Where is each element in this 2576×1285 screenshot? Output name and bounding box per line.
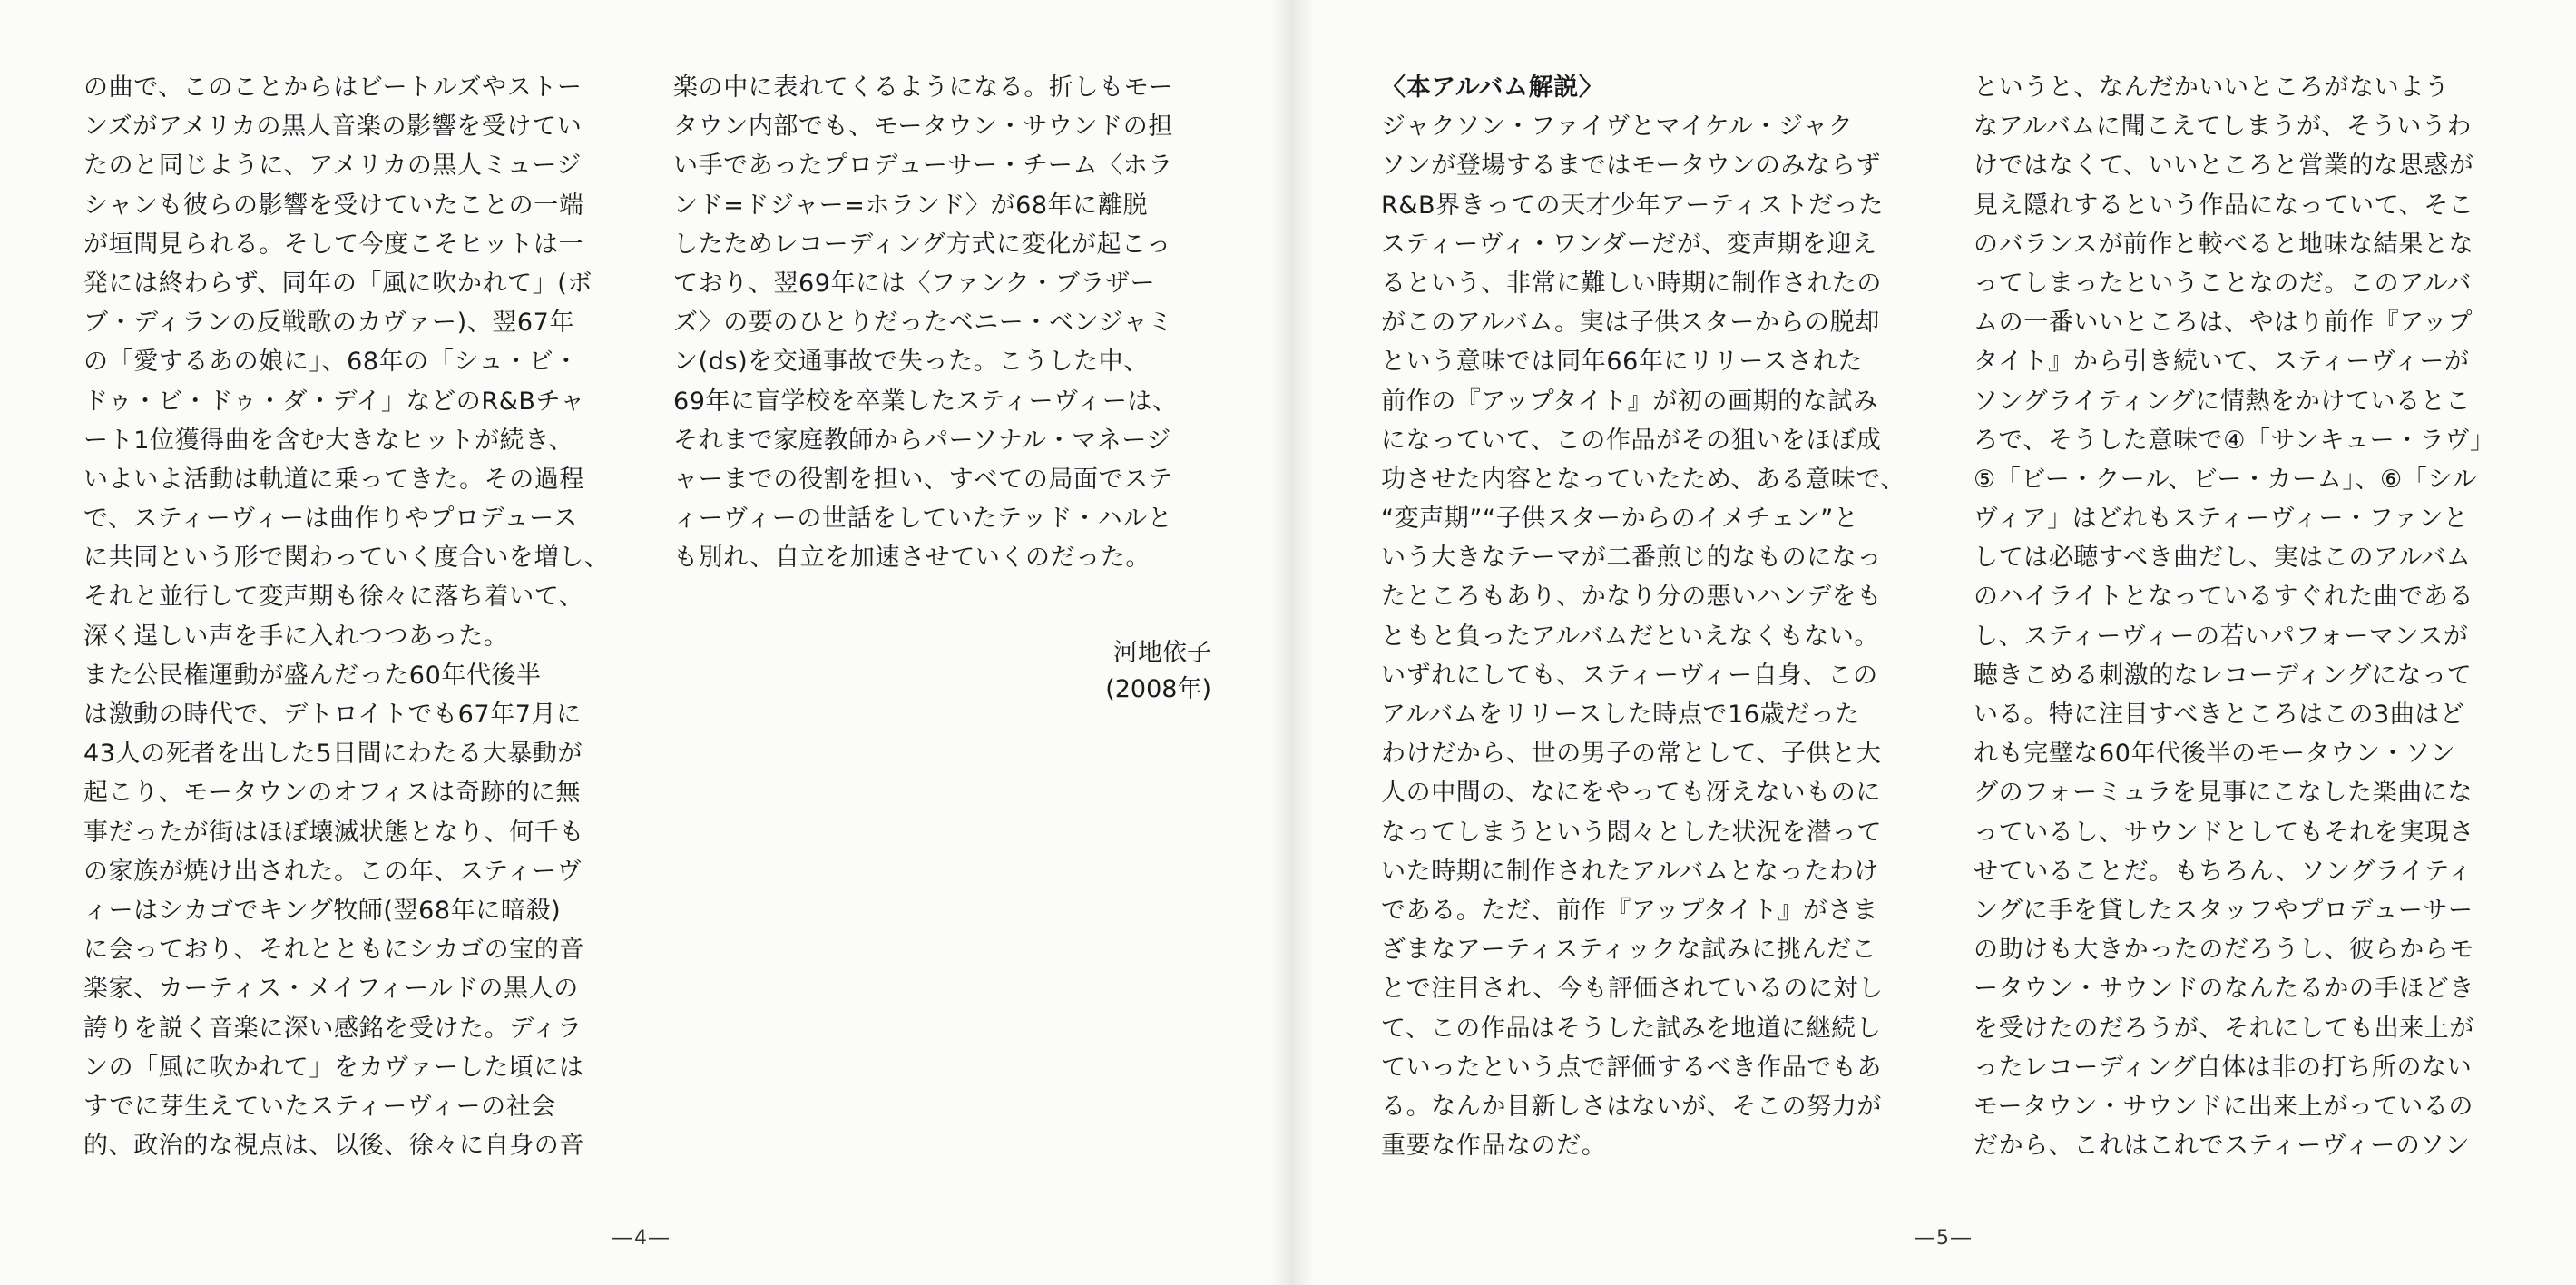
- text-line: 聴きこめる刺激的なレコーディングになって: [1974, 661, 2473, 690]
- text-line: 69年に盲学校を卒業したスティーヴィーは、: [673, 387, 1178, 416]
- text-line: けではなくて、いいところと営業的な思惑が: [1974, 152, 2474, 181]
- text-line: したためレコーディング方式に変化が起こっ: [673, 230, 1171, 259]
- text-line: の助けも大きかったのだろうし、彼らからモ: [1974, 936, 2474, 965]
- text-line: る。なんか目新しさはないが、そこの努力が: [1381, 1092, 1882, 1121]
- text-line: の「愛するあの娘に」、68年の「シュ・ビ・: [83, 348, 579, 377]
- author-name: 河地依子: [1113, 639, 1211, 667]
- text-line: ンズがアメリカの黒人音楽の影響を受けてい: [83, 113, 583, 142]
- text-line: い手であったプロデューサー・チーム〈ホラ: [673, 152, 1173, 181]
- text-column-3: [1381, 68, 1953, 1165]
- text-line: ともと負ったアルバムだといえなくもない。: [1381, 622, 1880, 651]
- text-line: ンド=ドジャー=ホランド〉が68年に離脱: [673, 191, 1149, 220]
- text-line: いよいよ活動は軌道に乗ってきた。その過程: [83, 465, 584, 494]
- text-line: スティーヴィ・ワンダーだが、変声期を迎え: [1381, 230, 1877, 259]
- text-line: という意味では同年66年にリリースされた: [1381, 348, 1864, 377]
- text-line: 功させた内容となっていたため、ある意味で、: [1381, 465, 1905, 494]
- text-line: というと、なんだかいいところがないよう: [1974, 74, 2450, 102]
- text-line: わけだから、世の男子の常として、子供と大: [1381, 740, 1882, 769]
- text-line: R&B界きっての天才少年アーティストだった: [1381, 191, 1884, 220]
- text-line: 誇りを説く音楽に深い感銘を受けた。ディラ: [83, 1014, 583, 1043]
- text-line: ン(ds)を交通事故で失った。こうした中、: [673, 348, 1149, 377]
- text-line: が垣間見られる。そして今度こそヒットは一: [83, 230, 584, 259]
- text-line: なアルバムに聞こえてしまうが、そういうわ: [1974, 113, 2473, 142]
- text-line: の家族が焼け出された。この年、スティーヴ: [83, 857, 583, 886]
- text-line: し、スティーヴィーの若いパフォーマンスが: [1974, 622, 2469, 651]
- text-line: とで注目され、今も評価されているのに対し: [1381, 975, 1884, 1004]
- text-line: それまで家庭教師からパーソナル・マネージ: [673, 426, 1172, 455]
- text-line: ャーまでの役割を担い、すべての局面でステ: [673, 465, 1173, 494]
- text-line: たところもあり、かなり分の悪いハンデをも: [1381, 583, 1882, 612]
- text-line: るという、非常に難しい時期に制作されたの: [1381, 269, 1882, 298]
- page-number-left: ―4―: [612, 1227, 671, 1250]
- text-line: 楽家、カーティス・メイフィールドの黒人の: [83, 975, 579, 1004]
- text-line: タイト』から引き続いて、スティーヴィーが: [1974, 348, 2470, 377]
- text-line: ジャクソン・ファイヴとマイケル・ジャク: [1381, 113, 1854, 142]
- text-line: で、スティーヴィーは曲作りやプロデュース: [83, 505, 578, 534]
- author-year: (2008年): [1105, 675, 1211, 703]
- text-line: ドゥ・ビ・ドゥ・ダ・デイ」などのR&Bチャ: [83, 387, 585, 416]
- text-line: ブ・ディランの反戦歌のカヴァー)、翌67年: [83, 309, 575, 338]
- text-line: は激動の時代で、デトロイトでも67年7月に: [83, 701, 582, 729]
- text-line: だから、これはこれでスティーヴィーのソン: [1974, 1132, 2471, 1161]
- text-line: いう大きなテーマが二番煎じ的なものになっ: [1381, 544, 1882, 573]
- text-line: がこのアルバム。実は子供スターからの脱却: [1381, 309, 1880, 338]
- text-line: 重要な作品なのだ。: [1381, 1132, 1607, 1161]
- text-line: ており、翌69年には〈ファンク・ブラザー: [673, 269, 1156, 298]
- text-line: タウン内部でも、モータウン・サウンドの担: [673, 113, 1173, 142]
- text-line: いる。特に注目すべきところはこの3曲はど: [1974, 701, 2465, 729]
- text-column-1: [83, 68, 655, 1165]
- text-line: 的、政治的な視点は、以後、徐々に自身の音: [83, 1132, 584, 1161]
- text-line: ングに手を貸したスタッフやプロデューサー: [1974, 896, 2473, 925]
- text-line: すでに芽生えていたスティーヴィーの社会: [83, 1092, 556, 1121]
- text-line: 深く逞しい声を手に入れつつあった。: [83, 622, 509, 651]
- text-line: になっていて、この作品がその狙いをほぼ成: [1381, 426, 1882, 455]
- text-line: に共同という形で関わっていく度合いを増し、: [83, 544, 610, 573]
- text-line: たのと同じように、アメリカの黒人ミュージ: [83, 152, 583, 181]
- text-line: ィーヴィーの世話をしていたテッド・ハルと: [673, 505, 1173, 534]
- text-line: ムの一番いいところは、やはり前作『アップ: [1974, 309, 2473, 338]
- text-line: 人の中間の、なにをやっても冴えないものに: [1381, 779, 1881, 808]
- text-line: せていることだ。もちろん、ソングライティ: [1974, 857, 2473, 886]
- author-credit: [1053, 635, 1211, 708]
- text-line: アルバムをリリースした時点で16歳だった: [1381, 701, 1861, 729]
- text-line: しては必聴すべき曲だし、実はこのアルバム: [1974, 544, 2472, 573]
- text-column-4: [1974, 68, 2545, 1165]
- text-line: て、この作品はそうした試みを地道に継続し: [1381, 1014, 1882, 1043]
- text-line: ⑤「ビー・クール、ビー・カーム」、⑥「シル: [1974, 465, 2477, 494]
- text-line: っているし、サウンドとしてもそれを実現さ: [1974, 818, 2474, 847]
- text-line: 発には終わらず、同年の「風に吹かれて」(ボ: [83, 269, 593, 298]
- text-line: いずれにしても、スティーヴィー自身、この: [1381, 661, 1878, 690]
- text-line: シャンも彼らの影響を受けていたことの一端: [83, 191, 584, 220]
- text-line: ていったという点で評価するべき作品でもあ: [1381, 1053, 1882, 1082]
- text-line: である。ただ、前作『アップタイト』がさま: [1381, 896, 1878, 925]
- text-line: ってしまったということなのだ。このアルバ: [1974, 269, 2473, 298]
- text-line: また公民権運動が盛んだった60年代後半: [83, 661, 542, 690]
- text-line: 楽の中に表れてくるようになる。折しもモー: [673, 74, 1173, 102]
- text-line: のバランスが前作と較べると地味な結果とな: [1974, 230, 2474, 259]
- text-line: のハイライトとなっているすぐれた曲である: [1974, 583, 2474, 612]
- text-line: ズ〉の要のひとりだったベニー・ベンジャミ: [673, 309, 1173, 338]
- text-line: グのフォーミュラを見事にこなした楽曲にな: [1974, 779, 2473, 808]
- text-line: モータウン・サウンドに出来上がっているの: [1974, 1092, 2473, 1121]
- text-column-2: [673, 68, 1245, 577]
- text-line: に会っており、それとともにシカゴの宝的音: [83, 936, 584, 965]
- text-line: ート1位獲得曲を含む大きなヒットが続き、: [83, 426, 574, 455]
- text-line: ろで、そうした意味で④「サンキュー・ラヴ」: [1974, 426, 2495, 455]
- text-line: なってしまうという悶々とした状況を潜って: [1381, 818, 1882, 847]
- text-line: ソンが登場するまではモータウンのみならず: [1381, 152, 1881, 181]
- text-line: ヴィア」はどれもスティーヴィー・ファンと: [1974, 505, 2469, 534]
- text-line: “変声期”“子供スターからのイメチェン”と: [1381, 505, 1859, 534]
- text-line: ざまなアーティスティックな試みに挑んだこ: [1381, 936, 1877, 965]
- text-line: 事だったが街はほぼ壊滅状態となり、何千も: [83, 818, 584, 847]
- text-line: いた時期に制作されたアルバムとなったわけ: [1381, 857, 1880, 886]
- text-line: ソングライティングに情熱をかけているとこ: [1974, 387, 2471, 416]
- text-line: ータウン・サウンドのなんたるかの手ほどき: [1974, 975, 2474, 1004]
- text-line: 見え隠れするという作品になっていて、そこ: [1974, 191, 2474, 220]
- text-line: ィーはシカゴでキング牧師(翌68年に暗殺): [83, 896, 562, 925]
- text-line: れも完璧な60年代後半のモータウン・ソン: [1974, 740, 2456, 769]
- text-line: も別れ、自立を加速させていくのだった。: [673, 544, 1151, 573]
- page-number-right: ―5―: [1915, 1227, 1973, 1250]
- text-line: の曲で、このことからはビートルズやストー: [83, 74, 583, 102]
- text-line: を受けたのだろうが、それにしても出来上が: [1974, 1014, 2474, 1043]
- text-line: 前作の『アップタイト』が初の画期的な試み: [1381, 387, 1878, 416]
- book-gutter: [1270, 0, 1314, 1285]
- text-line: ったレコーディング自体は非の打ち所のない: [1974, 1053, 2473, 1082]
- text-line: ンの「風に吹かれて」をカヴァーした頃には: [83, 1053, 584, 1082]
- section-heading: 〈本アルバム解説〉: [1381, 74, 1604, 102]
- text-line: 43人の死者を出した5日間にわたる大暴動が: [83, 740, 583, 769]
- text-line: それと並行して変声期も徐々に落ち着いて、: [83, 583, 584, 612]
- text-line: 起こり、モータウンのオフィスは奇跡的に無: [83, 779, 581, 808]
